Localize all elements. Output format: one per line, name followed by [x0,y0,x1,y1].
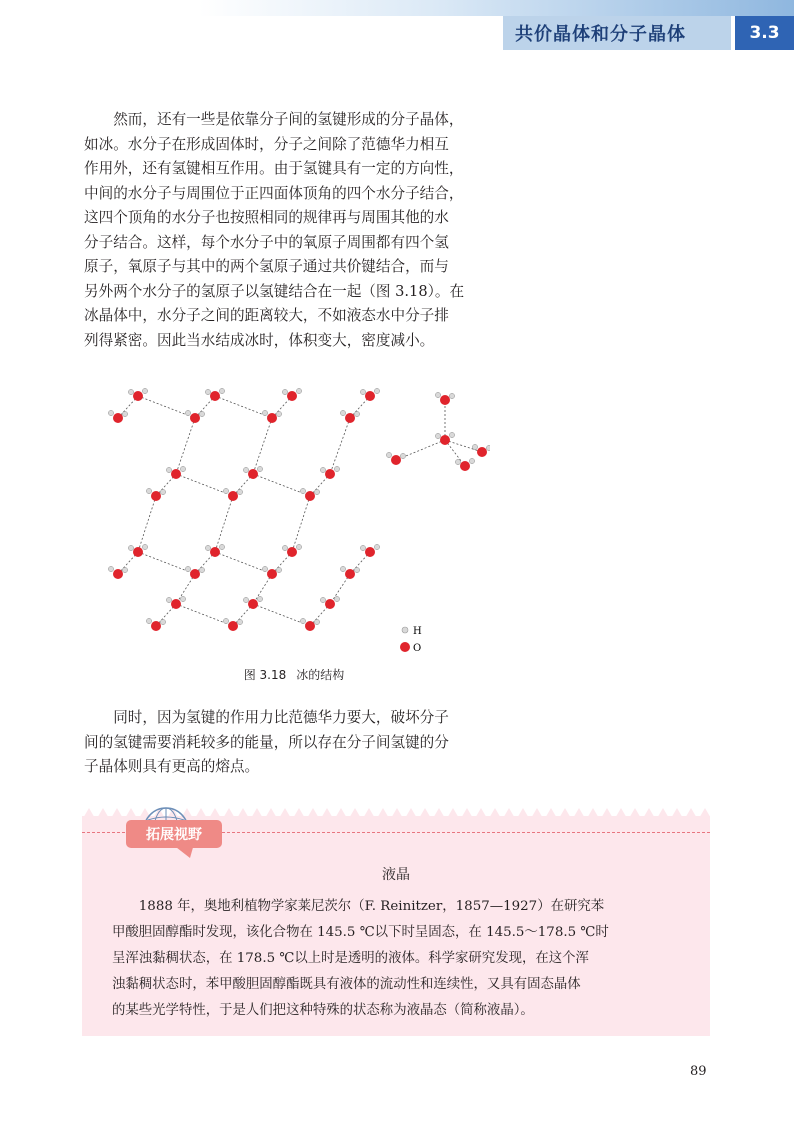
text-line: 冰晶体中，水分子之间的距离较大，不如液态水中分子排 [84,307,449,324]
text-line: 原子，氧原子与其中的两个氢原子通过共价键结合，而与 [84,258,449,275]
oxygen-atom [190,413,200,423]
oxygen-atom [365,547,375,557]
hydrogen-atom [160,619,165,624]
legend-h-swatch [402,627,408,633]
hydrogen-atom [180,596,185,601]
hydrogen-atom [334,596,339,601]
oxygen-atom [345,413,355,423]
hydrogen-bond-line [292,496,310,552]
hydrogen-bond-line [330,574,350,604]
oxygen-atom [287,391,297,401]
figure-caption [84,666,504,683]
hydrogen-atom [237,619,242,624]
hydrogen-atom [360,545,365,550]
text-line: 这四个顶角的水分子也按照相同的规律再与周围其他的水 [84,209,449,226]
text-line: 呈浑浊黏稠状态，在 178.5 ℃以上时是透明的液体。科学家研究发现，在这个浑 [112,951,589,966]
hydrogen-atom [354,411,359,416]
hydrogen-bond-line [330,418,350,474]
hydrogen-atom [314,619,319,624]
hydrogen-atom [199,411,204,416]
text-line: 列得紧密。因此当水结成冰时，体积变大，密度减小。 [84,331,435,349]
oxygen-atom [133,391,143,401]
hydrogen-atom [300,488,305,493]
hydrogen-atom [455,459,460,464]
hydrogen-atom [276,411,281,416]
legend-h-label: H [413,626,422,637]
oxygen-atom [113,569,123,579]
oxygen-atom [171,599,181,609]
oxygen-atom [133,547,143,557]
hydrogen-atom [469,458,474,463]
hydrogen-atom [472,444,477,449]
hydrogen-atom [486,445,490,450]
extension-heading: 液晶 [382,867,410,883]
section-header [503,16,794,50]
hydrogen-atom [128,545,133,550]
hydrogen-atom [435,433,440,438]
text-line: 的某些光学特性，于是人们把这种特殊的状态称为液晶态（简称液晶）。 [112,1003,534,1018]
hydrogen-atom [243,467,248,472]
oxygen-atom [228,621,238,631]
hydrogen-atom [146,488,151,493]
text-line: 甲酸胆固醇酯时发现，该化合物在 145.5 ℃以下时呈固态，在 145.5～178.5 ℃时 [112,925,609,940]
text-line: 分子结合。这样，每个水分子中的氧原子周围都有四个氢 [84,233,449,251]
hydrogen-atom [257,596,262,601]
hydrogen-atom [219,388,224,393]
oxygen-atom [440,395,450,405]
hydrogen-atom [142,544,147,549]
hydrogen-atom [205,545,210,550]
hydrogen-atom [374,544,379,549]
oxygen-atom [345,569,355,579]
hydrogen-atom [400,453,405,458]
hydrogen-atom [296,544,301,549]
oxygen-atom [305,621,315,631]
hydrogen-atom [122,411,127,416]
hydrogen-atom [360,389,365,394]
oxygen-atom [305,491,315,501]
oxygen-atom [460,461,470,471]
oxygen-atom [477,447,487,457]
hydrogen-atom [334,466,339,471]
hydrogen-atom [276,567,281,572]
text-line: 如冰。水分子在形成固体时，分子之间除了范德华力相互 [84,135,449,153]
hydrogen-atom [282,389,287,394]
hydrogen-atom [320,467,325,472]
hydrogen-atom [449,432,454,437]
oxygen-atom [325,599,335,609]
tag-pointer [172,844,194,858]
oxygen-atom [325,469,335,479]
oxygen-atom [228,491,238,501]
hydrogen-atom [449,393,454,398]
hydrogen-atom [262,410,267,415]
ice-structure-figure [100,378,490,658]
hydrogen-bond-line [138,496,156,552]
hydrogen-atom [340,410,345,415]
hydrogen-atom [223,488,228,493]
paragraph-ice-hydrogen-bonds [84,108,504,353]
oxygen-atom [391,455,401,465]
legend-o-label: O [413,643,422,654]
oxygen-atom [248,469,258,479]
hydrogen-atom [122,567,127,572]
text-line: 间的氢键需要消耗较多的能量，所以存在分子间氢键的分 [84,733,449,751]
legend-o-swatch [400,642,410,652]
page-number: 89 [690,1064,707,1079]
hydrogen-atom [237,489,242,494]
hydrogen-atom [185,566,190,571]
hydrogen-atom [108,566,113,571]
oxygen-atom [440,435,450,445]
hydrogen-bond-line [215,496,233,552]
oxygen-atom [365,391,375,401]
hydrogen-bond-line [176,418,195,474]
hydrogen-atom [300,618,305,623]
hydrogen-atom [223,618,228,623]
hydrogen-atom [128,389,133,394]
text-line: 另外两个水分子的氢原子以氢键结合在一起（图 3.18）。在 [84,282,465,300]
hydrogen-atom [199,567,204,572]
text-line: 然而，还有一些是依靠分子间的氢键形成的分子晶体， [84,111,464,128]
oxygen-atom [190,569,200,579]
text-line: 1888 年，奥地利植物学家莱尼茨尔（F. Reinitzer，1857—1927）在研究苯 [112,899,605,914]
hydrogen-atom [205,389,210,394]
hydrogen-atom [320,597,325,602]
hydrogen-atom [386,452,391,457]
figure-legend [400,626,422,654]
oxygen-atom [171,469,181,479]
hydrogen-atom [340,566,345,571]
text-line: 中间的水分子与周围位于正四面体顶角的四个水分子结合， [84,184,464,202]
hydrogen-atom [146,618,151,623]
hydrogen-atom [243,597,248,602]
hydrogen-atom [142,388,147,393]
hydrogen-bond-line [253,418,272,474]
oxygen-atom [113,413,123,423]
hydrogen-atom [166,597,171,602]
hydrogen-atom [435,392,440,397]
oxygen-atom [151,491,161,501]
figure-title: 冰的结构 [296,668,345,682]
hydrogen-atom [354,567,359,572]
hydrogen-atom [282,545,287,550]
hydrogen-atom [296,388,301,393]
hydrogen-atom [314,489,319,494]
figure-number: 图 3.18 [243,668,287,682]
hydrogen-atom [160,489,165,494]
hydrogen-atom [262,566,267,571]
hydrogen-atom [166,467,171,472]
hydrogen-atom [219,544,224,549]
oxygen-atom [287,547,297,557]
oxygen-atom [151,621,161,631]
extension-tag: 拓展视野 [126,820,222,848]
text-line: 子晶体则具有更高的熔点。 [84,758,260,775]
extension-box [82,806,710,1036]
hydrogen-atom [185,410,190,415]
section-number: 3.3 [735,16,794,50]
oxygen-atom [210,547,220,557]
text-line: 浊黏稠状态时，苯甲酸胆固醇酯既具有液体的流动性和连续性，又具有固态晶体 [112,977,581,992]
header-gradient [0,0,794,16]
text-line: 同时，因为氢键的作用力比范德华力要大，破坏分子 [84,709,449,726]
oxygen-atom [210,391,220,401]
paragraph-melting-point [84,706,504,780]
text-line: 作用外，还有氢键相互作用。由于氢键具有一定的方向性， [84,160,464,177]
section-title: 共价晶体和分子晶体 [503,16,731,50]
hydrogen-atom [374,388,379,393]
ice-structure-diagram [100,378,490,658]
hydrogen-atom [108,410,113,415]
hydrogen-atom [257,466,262,471]
oxygen-atom [267,569,277,579]
oxygen-atom [267,413,277,423]
extension-text [112,894,688,1024]
hydrogen-atom [180,466,185,471]
oxygen-atom [248,599,258,609]
